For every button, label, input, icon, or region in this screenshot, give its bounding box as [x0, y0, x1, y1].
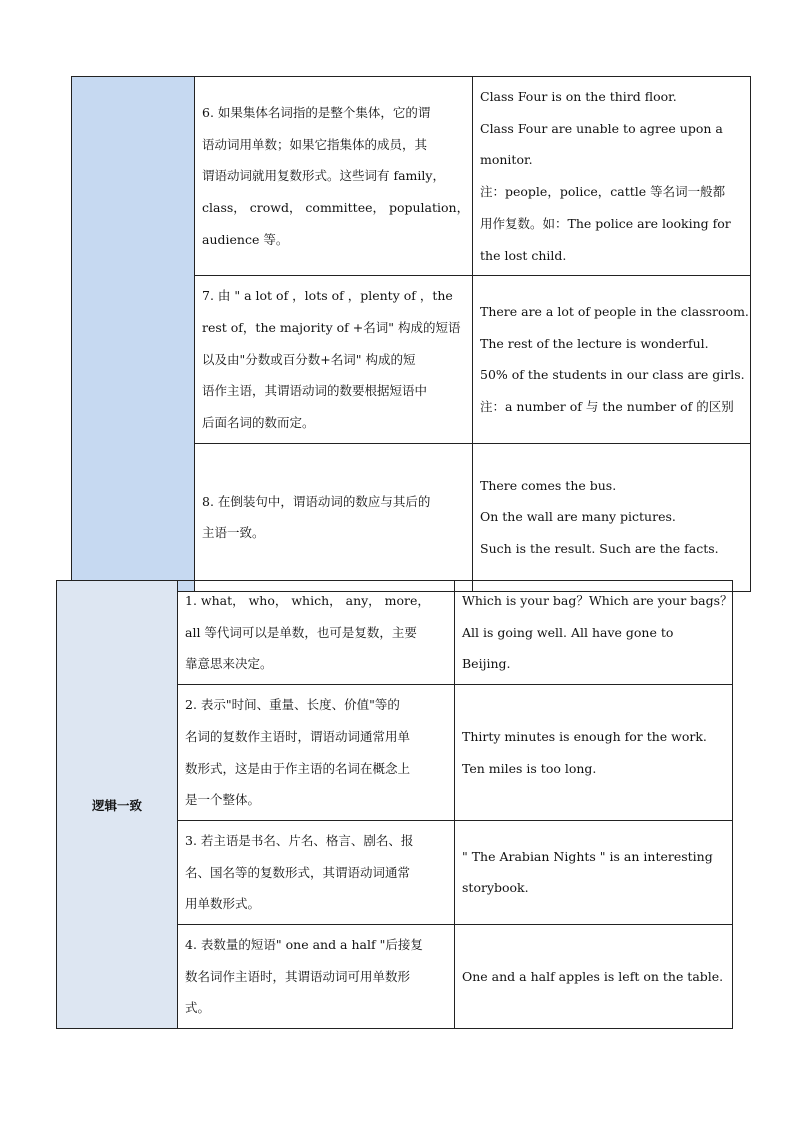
rule-line: 2. 表示"时间、重量、长度、价值"等的: [185, 697, 400, 713]
category-cell-blank: [72, 77, 195, 592]
example-cell-4: [455, 925, 733, 1029]
example-line: " The Arabian Nights " is an interesting: [462, 848, 713, 864]
rule-line: all 等代词可以是单数，也可是复数，主要: [185, 624, 417, 640]
rule-line: 后面名词的数而定。: [202, 415, 315, 431]
rule-line: 7. 由 " a lot of ，lots of ，plenty of ，the: [202, 288, 453, 304]
rule-line: 语作主语，其谓语动词的数要根据短语中: [202, 383, 428, 399]
example-line: monitor.: [480, 152, 533, 168]
example-line: On the wall are many pictures.: [480, 509, 676, 525]
rule-line: 用单数形式。: [185, 896, 261, 912]
example-line: All is going well. All have gone to: [462, 624, 674, 640]
example-line: Class Four is on the third floor.: [480, 89, 677, 104]
rule-cell-4: [178, 925, 455, 1029]
example-line: 注：people，police，cattle 等名词一般都: [480, 184, 726, 200]
rule-cell-6: [195, 77, 473, 276]
example-line: 用作复数。如：The police are looking for: [480, 215, 731, 231]
example-line: Thirty minutes is enough for the work.: [462, 728, 707, 744]
example-line: There comes the bus.: [480, 477, 617, 493]
rule-line: 谓语动词就用复数形式。这些词有 family，: [202, 168, 445, 184]
example-line: the lost child.: [480, 247, 567, 263]
example-line: One and a half apples is left on the table.: [462, 968, 724, 984]
example-line: 注：a number of 与 the number of 的区别: [480, 399, 734, 415]
rule-line: 靠意思来决定。: [185, 656, 273, 672]
grammar-table-part2: [56, 580, 733, 1029]
example-line: Such is the result. Such are the facts.: [480, 541, 719, 557]
example-line: Ten miles is too long.: [462, 760, 597, 776]
example-line: 50% of the students in our class are girls.: [480, 367, 745, 383]
example-cell-2: [455, 685, 733, 821]
rule-line: 名、国名等的复数形式，其谓语动词通常: [185, 864, 411, 880]
rule-line: class， crowd， committee， population，: [202, 199, 470, 215]
rule-cell-8: [195, 443, 473, 591]
rule-line: 1. what， who， which， any， more，: [185, 593, 430, 608]
rule-line: audience 等。: [202, 231, 289, 247]
example-line: Class Four are unable to agree upon a: [480, 120, 723, 136]
example-cell-1: [455, 581, 733, 685]
example-line: There are a lot of people in the classroom.: [480, 304, 749, 320]
rule-cell-2: [178, 685, 455, 821]
example-line: storybook.: [462, 880, 529, 896]
rule-line: 3. 若主语是书名、片名、格言、剧名、报: [185, 832, 414, 848]
rule-line: 4. 表数量的短语" one and a half "后接复: [185, 937, 423, 953]
example-line: Beijing.: [462, 656, 511, 672]
rule-cell-1: [178, 581, 455, 685]
rule-line: 数形式，这是由于作主语的名词在概念上: [185, 760, 411, 776]
example-line: The rest of the lecture is wonderful.: [480, 335, 709, 351]
example-cell-7: [473, 276, 751, 444]
rule-line: 主语一致。: [202, 525, 265, 541]
rule-line: 语动词用单数；如果它指集体的成员，其: [202, 136, 428, 152]
example-cell-3: [455, 820, 733, 924]
grammar-table-part1: [71, 76, 751, 592]
rule-line: 8. 在倒装句中，谓语动词的数应与其后的: [202, 493, 431, 509]
category-label: 逻辑一致: [91, 797, 142, 813]
rule-line: rest of，the majority of +名词" 构成的短语: [202, 319, 461, 335]
rule-line: 式。: [185, 1000, 211, 1016]
rule-line: 数名词作主语时，其谓语动词可用单数形: [185, 968, 411, 984]
rule-line: 6. 如果集体名词指的是整个集体，它的谓: [202, 104, 431, 120]
category-cell-logical-agreement: [57, 581, 178, 1029]
example-cell-8: [473, 443, 751, 591]
example-line: Which is your bag？Which are your bags？: [462, 593, 733, 608]
rule-line: 以及由"分数或百分数+名词" 构成的短: [202, 351, 416, 367]
rule-cell-3: [178, 820, 455, 924]
example-cell-6: [473, 77, 751, 276]
rule-cell-7: [195, 276, 473, 444]
rule-line: 是一个整体。: [185, 792, 261, 808]
rule-line: 名词的复数作主语时，谓语动词通常用单: [185, 728, 411, 744]
